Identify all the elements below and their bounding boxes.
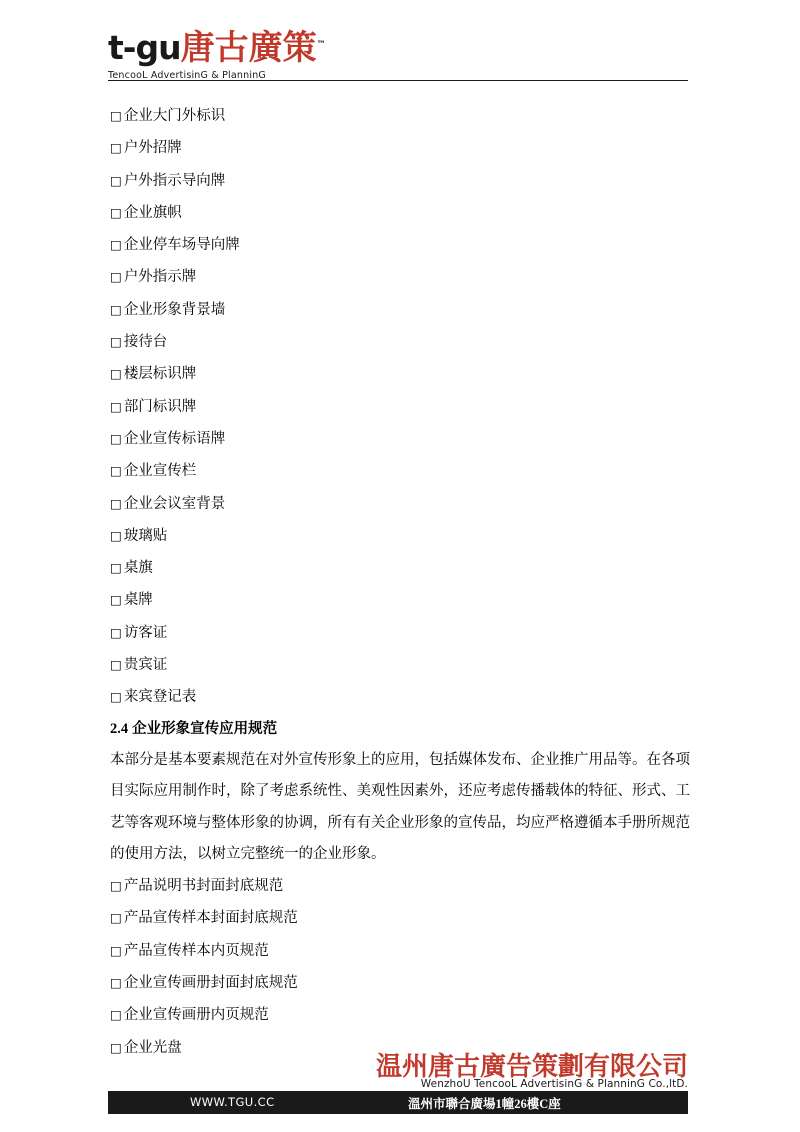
list-item — [110, 197, 690, 229]
checkbox-icon: □ — [110, 1007, 122, 1023]
checkbox-icon: □ — [110, 430, 122, 446]
footer-company-name-cn: 温州唐古廣告策劃有限公司 — [375, 1052, 688, 1081]
checkbox-icon: □ — [110, 108, 122, 123]
checkbox-icon: □ — [110, 592, 122, 608]
page-footer — [0, 1040, 800, 1132]
list-item — [110, 681, 690, 713]
checkbox-icon: □ — [110, 975, 122, 991]
list-item — [110, 132, 690, 164]
list-item — [110, 358, 690, 390]
document-body — [110, 100, 690, 1064]
list-item-label: 企业宣传栏 — [123, 463, 197, 480]
list-item-label: 企业旗帜 — [123, 204, 182, 221]
checkbox-icon: □ — [110, 398, 122, 414]
list-item — [110, 999, 690, 1031]
list-item-label: 贵宾证 — [123, 657, 168, 674]
list-item-label: 企业大门外标识 — [123, 108, 226, 124]
footer-website: WWW.TGU.CC — [190, 1095, 275, 1109]
list-item-label: 桌牌 — [123, 592, 153, 609]
checkbox-icon: □ — [110, 527, 122, 543]
section-paragraph: 本部分是基本要素规范在对外宣传形象上的应用，包括媒体发布、企业推广用品等。在各项目实际应用制作时，除了考虑系统性、美观性因素外，还应考虑传播载体的特征、形式、工艺等客观环境与整体形象的协调，所有有关企业形象的宣传品，均应严格遵循本手册所规范的使用方法，以树立完整统一的企业形象。 — [110, 751, 690, 862]
checkbox-icon: □ — [110, 204, 122, 220]
checkbox-icon: □ — [110, 463, 122, 479]
checkbox-icon: □ — [110, 624, 122, 640]
section-title: 企业形象宣传应用规范 — [132, 720, 278, 737]
list-item — [110, 165, 690, 197]
checkbox-icon: □ — [110, 269, 122, 285]
list-item — [110, 423, 690, 455]
checkbox-icon: □ — [110, 301, 122, 317]
list-item-label: 桌旗 — [123, 560, 153, 577]
list-item-label: 企业光盘 — [123, 1039, 182, 1056]
list-item-label: 户外指示牌 — [123, 269, 197, 286]
checkbox-icon: □ — [110, 334, 122, 350]
list-item — [110, 617, 690, 649]
footer-address: 溫州市聯合廣場1幢26樓C座 — [408, 1097, 561, 1111]
checkbox-icon: □ — [110, 495, 122, 511]
logo-tagline: TencooL AdvertisinG & PlanninG — [108, 70, 266, 81]
list-item — [110, 391, 690, 423]
checkbox-icon: □ — [110, 942, 122, 958]
list-item-label: 企业宣传标语牌 — [123, 430, 226, 447]
list-item-label: 企业宣传画册封面封底规范 — [123, 975, 298, 992]
list-item — [110, 261, 690, 293]
footer-contact-bar — [108, 1091, 688, 1114]
section-heading — [110, 714, 690, 745]
checkbox-icon: □ — [110, 560, 122, 576]
list-item — [110, 520, 690, 552]
checkbox-icon: □ — [110, 689, 122, 705]
list-item — [110, 649, 690, 681]
page-header — [0, 0, 800, 96]
list-item-label: 企业停车场导向牌 — [123, 237, 240, 254]
list-item — [110, 100, 690, 132]
section-number: 2.4 — [110, 720, 129, 737]
list-item — [110, 229, 690, 261]
checkbox-icon: □ — [110, 366, 122, 382]
checkbox-icon: □ — [110, 878, 122, 894]
logo-wordmark — [108, 26, 348, 68]
list-item-label: 企业会议室背景 — [123, 495, 226, 512]
footer-company-name-en: WenzhoU TencooL AdvertisinG & PlanninG Co.,ltD. — [420, 1078, 688, 1090]
list-item-label: 户外招牌 — [123, 140, 182, 157]
logo-latin-text: t-gu — [108, 28, 181, 67]
list-item — [110, 294, 690, 326]
checkbox-icon: □ — [110, 237, 122, 253]
list-item-label: 企业形象背景墙 — [123, 301, 226, 318]
list-item-label: 产品说明书封面封底规范 — [123, 878, 284, 895]
checkbox-icon: □ — [110, 172, 122, 188]
trademark-icon: ™ — [316, 40, 325, 50]
list-item — [110, 967, 690, 999]
list-item — [110, 552, 690, 584]
header-divider — [108, 80, 688, 81]
logo-chinese-text: 唐古廣策 — [180, 30, 317, 67]
company-logo — [108, 26, 348, 86]
list-item-label: 户外指示导向牌 — [123, 172, 226, 189]
list-item-label: 部门标识牌 — [123, 398, 197, 415]
list-item-label: 产品宣传样本内页规范 — [123, 942, 269, 959]
list-item-label: 企业宣传画册内页规范 — [123, 1007, 269, 1024]
list-item-label: 产品宣传样本封面封底规范 — [123, 910, 298, 927]
list-item-label: 楼层标识牌 — [123, 366, 197, 383]
checkbox-icon: □ — [110, 140, 122, 156]
list-item-label: 接待台 — [123, 334, 168, 351]
checkbox-icon: □ — [110, 657, 122, 673]
list-item-label: 来宾登记表 — [123, 689, 197, 706]
list-item — [110, 455, 690, 487]
checkbox-icon: □ — [110, 910, 122, 926]
list-item — [110, 902, 690, 934]
list-item-label: 访客证 — [123, 624, 168, 641]
list-item — [110, 584, 690, 616]
checkbox-icon: □ — [110, 1039, 122, 1055]
list-item — [110, 326, 690, 358]
list-item — [110, 488, 690, 520]
list-item-label: 玻璃贴 — [123, 527, 168, 544]
list-item — [110, 935, 690, 967]
list-item — [110, 870, 690, 902]
